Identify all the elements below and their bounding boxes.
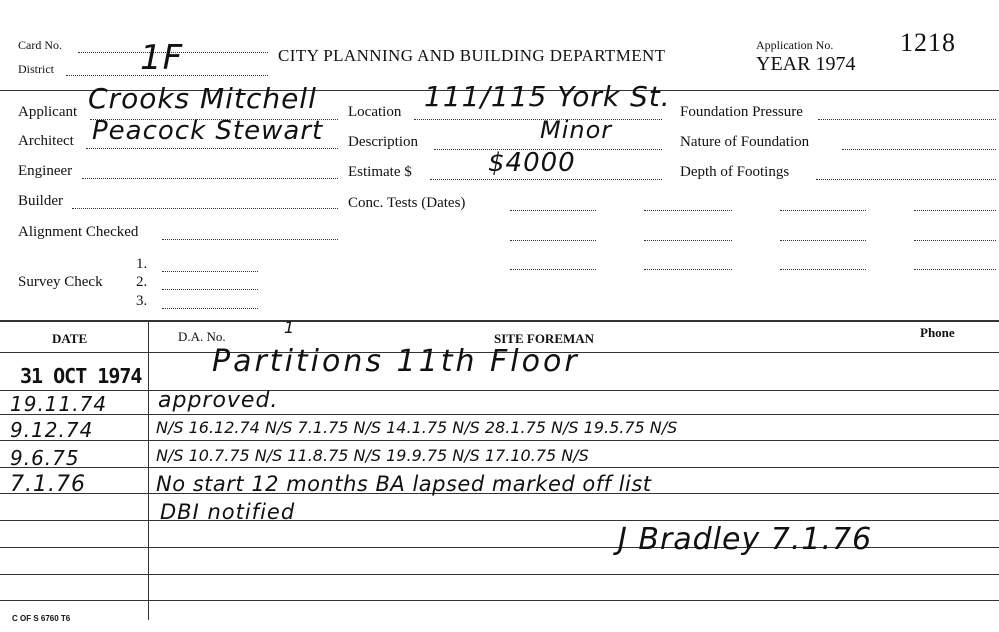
log-line-8 [0,574,999,575]
log-entry-1: approved. [158,388,279,413]
log-line-4 [0,467,999,468]
survey-label: Survey Check [18,274,103,290]
conc-line-1c [780,210,866,211]
year-label: YEAR 1974 [756,53,856,75]
card-no-label: Card No. [18,38,62,52]
depth-of-footings-line [816,179,996,180]
log-date-2: 9.12.74 [10,418,94,442]
log-entry-3: N/S 10.7.75 N/S 11.8.75 N/S 19.9.75 N/S 17.10.75 N/S [156,446,589,465]
district-label: District [18,62,54,76]
architect-value: Peacock Stewart [92,116,324,146]
conc-line-1b [644,210,732,211]
log-top-border [0,320,999,322]
conc-line-2d [914,240,996,241]
location-line [414,119,662,120]
phone-header: Phone [920,325,955,340]
log-line-2 [0,414,999,415]
log-entry-2: N/S 16.12.74 N/S 7.1.75 N/S 14.1.75 N/S 28.1.75 N/S 19.5.75 N/S [156,418,678,437]
architect-line [86,148,338,149]
depth-of-footings-label: Depth of Footings [680,164,790,180]
architect-label: Architect [18,133,74,149]
department-title: CITY PLANNING AND BUILDING DEPARTMENT [278,46,666,65]
conc-line-3d [914,269,996,270]
foundation-pressure-label: Foundation Pressure [680,104,803,120]
survey-line-1 [162,271,258,272]
date-column-divider [148,320,149,620]
location-value: 111/115 York St. [424,80,671,113]
signature: J Bradley 7.1.76 [618,522,873,557]
builder-line [72,208,338,209]
conc-tests-label: Conc. Tests (Dates) [348,195,466,211]
log-line-3 [0,440,999,441]
applicant-value: Crooks Mitchell [88,82,317,115]
nature-of-foundation-label: Nature of Foundation [680,134,810,150]
log-line-9 [0,600,999,601]
log-line-6 [0,520,999,521]
alignment-line [162,239,338,240]
conc-line-1a [510,210,596,211]
da-no-value: 1 [284,318,296,337]
site-foreman-header: SITE FOREMAN [494,331,595,346]
survey-line-3 [162,308,258,309]
conc-line-2b [644,240,732,241]
builder-label: Builder [18,193,63,209]
estimate-line [430,179,662,180]
survey-item-1: 1. [136,256,148,272]
survey-item-3: 3. [136,293,148,309]
estimate-value: $4000 [488,148,576,178]
application-number: 1218 [900,28,956,57]
description-value: Minor [540,116,613,144]
log-entry-5: DBI notified [160,500,296,524]
conc-line-3a [510,269,596,270]
application-label: Application No. [756,38,834,52]
log-entry-4: No start 12 months BA lapsed marked off list [156,472,652,496]
applicant-label: Applicant [18,104,78,120]
log-date-1: 19.11.74 [10,392,108,416]
log-line-1 [0,390,999,391]
date-stamp: 31 OCT 1974 [20,364,142,388]
location-label: Location [348,104,402,120]
conc-line-1d [914,210,996,211]
conc-line-3b [644,269,732,270]
survey-item-2: 2. [136,274,148,290]
foundation-pressure-line [818,119,996,120]
date-header: DATE [52,331,88,346]
conc-line-2c [780,240,866,241]
estimate-label: Estimate $ [348,164,412,180]
log-entry-0: Partitions 11th Floor [212,344,580,379]
alignment-label: Alignment Checked [18,224,139,240]
survey-line-2 [162,289,258,290]
district-value: 1F [140,38,184,78]
description-label: Description [348,134,418,150]
engineer-line [82,178,338,179]
engineer-label: Engineer [18,163,73,179]
log-date-3: 9.6.75 [10,446,80,470]
form-code: C OF S 6760 T6 [12,614,71,623]
log-date-4: 7.1.76 [10,472,86,497]
conc-line-3c [780,269,866,270]
da-no-header: D.A. No. [178,329,226,344]
nature-of-foundation-line [842,149,996,150]
conc-line-2a [510,240,596,241]
